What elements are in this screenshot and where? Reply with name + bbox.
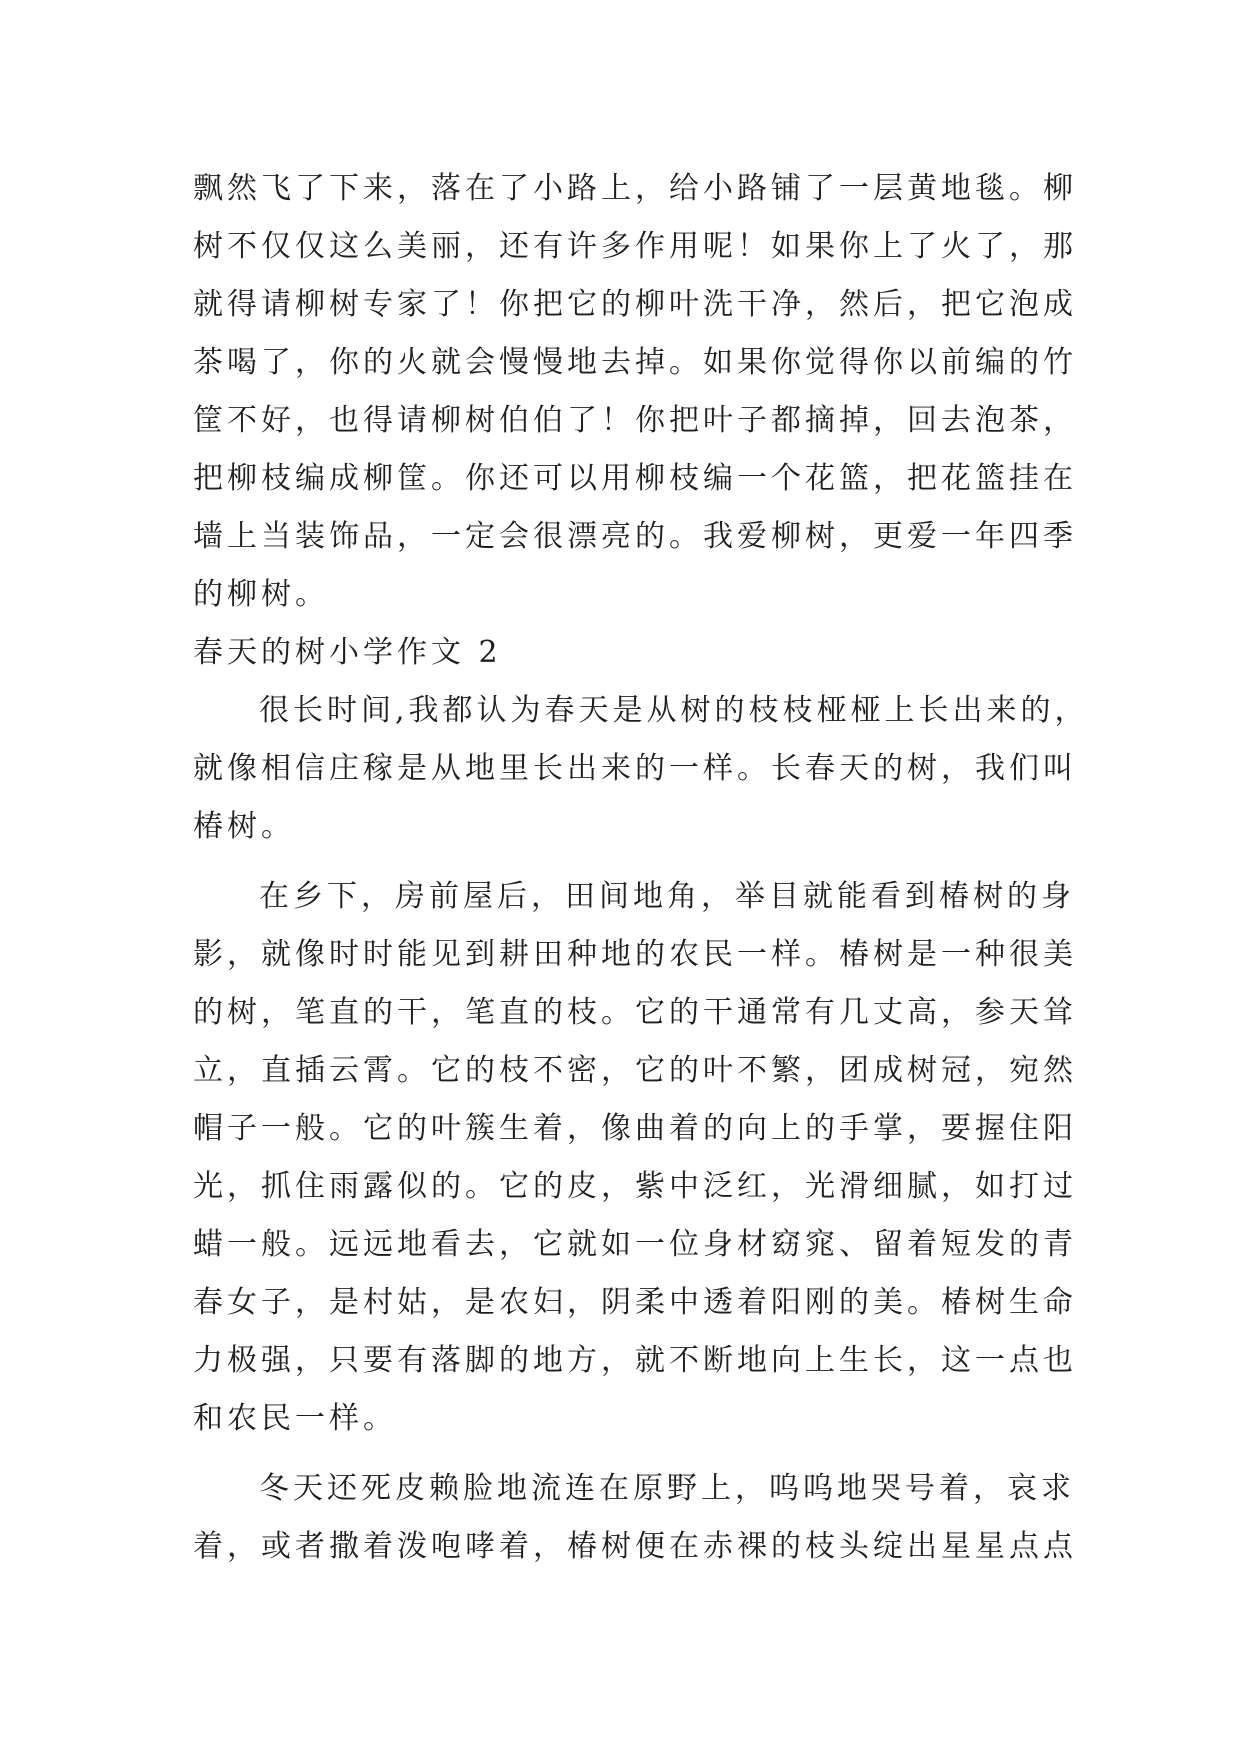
section-title: 春天的树小学作文 2 — [193, 635, 502, 670]
text-line: 光，抓住雨露似的。它的皮，紫中泛红，光滑细腻，如打过 — [193, 1169, 1077, 1204]
text-line: 力极强，只要有落脚的地方，就不断地向上生长，这一点也 — [193, 1343, 1077, 1378]
text-line: 椿树。 — [193, 809, 295, 844]
text-line: 和农民一样。 — [193, 1401, 397, 1436]
text-line: 冬天还死皮赖脸地流连在原野上，呜呜地哭号着，哀求 — [259, 1471, 1075, 1506]
document-page — [193, 160, 1089, 1576]
text-line: 把柳枝编成柳筐。你还可以用柳枝编一个花篮，把花篮挂在 — [193, 461, 1077, 496]
text-line: 春女子，是村姑，是农妇，阴柔中透着阳刚的美。椿树生命 — [193, 1285, 1077, 1320]
text-line: 帽子一般。它的叶簇生着，像曲着的向上的手掌，要握住阳 — [193, 1111, 1077, 1146]
text-line: 立，直插云霄。它的枝不密，它的叶不繁，团成树冠，宛然 — [193, 1053, 1077, 1088]
section-heading — [193, 624, 1055, 682]
text-line: 的柳树。 — [193, 577, 329, 612]
text-line: 很长时间,我都认为春天是从树的枝枝桠桠上长出来的， — [259, 693, 1089, 728]
continued-paragraph — [193, 160, 1077, 624]
text-line: 影，就像时时能见到耕田种地的农民一样。椿树是一种很美 — [193, 937, 1077, 972]
paragraph-1 — [193, 682, 1089, 856]
paragraph-3 — [193, 1460, 1077, 1576]
text-line: 茶喝了，你的火就会慢慢地去掉。如果你觉得你以前编的竹 — [193, 345, 1077, 380]
text-line: 树不仅仅这么美丽，还有许多作用呢！如果你上了火了，那 — [193, 229, 1077, 264]
text-line: 在乡下，房前屋后，田间地角，举目就能看到椿树的身 — [259, 879, 1075, 914]
text-line: 墙上当装饰品，一定会很漂亮的。我爱柳树，更爱一年四季 — [193, 519, 1077, 554]
text-line: 飘然飞了下来，落在了小路上，给小路铺了一层黄地毯。柳 — [193, 171, 1077, 206]
paragraph-2 — [193, 868, 1077, 1448]
text-line: 筐不好，也得请柳树伯伯了！你把叶子都摘掉，回去泡茶， — [193, 403, 1077, 438]
text-line: 蜡一般。远远地看去，它就如一位身材窈窕、留着短发的青 — [193, 1227, 1077, 1262]
text-line: 就得请柳树专家了！你把它的柳叶洗干净，然后，把它泡成 — [193, 287, 1077, 322]
text-line: 着，或者撒着泼咆哮着，椿树便在赤裸的枝头绽出星星点点 — [193, 1529, 1077, 1564]
text-line: 就像相信庄稼是从地里长出来的一样。长春天的树，我们叫 — [193, 751, 1077, 786]
text-line: 的树，笔直的干，笔直的枝。它的干通常有几丈高，参天耸 — [193, 995, 1077, 1030]
